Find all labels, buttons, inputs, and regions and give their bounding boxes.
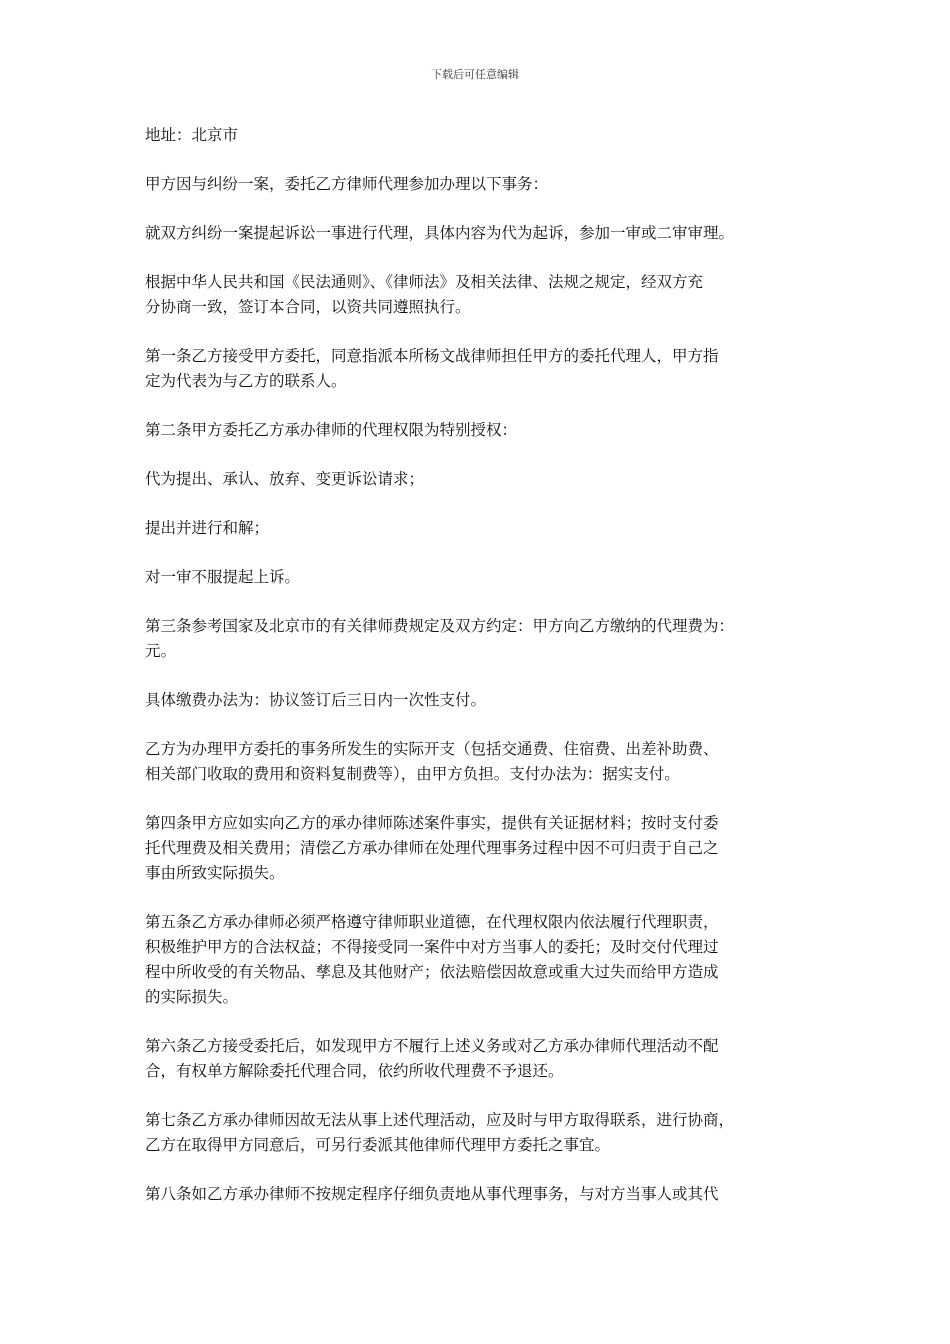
text-line: 元。 <box>145 642 177 660</box>
paragraph-authority-2 <box>145 516 805 541</box>
paragraph-authority-3 <box>145 565 805 590</box>
text-line: 根据中华人民共和国《民法通则》、《律师法》及相关法律、法规之规定，经双方充 <box>145 273 704 291</box>
text-line: 第三条参考国家及北京市的有关律师费规定及双方约定：甲方向乙方缴纳的代理费为： <box>145 617 735 635</box>
paragraph-article-4 <box>145 811 805 886</box>
text-line: 第七条乙方承办律师因故无法从事上述代理活动，应及时与甲方取得联系，进行协商， <box>145 1111 735 1129</box>
text-line: 乙方在取得甲方同意后，可另行委派其他律师代理甲方委托之事宜。 <box>145 1136 611 1154</box>
text-line: 事由所致实际损失。 <box>145 864 285 882</box>
text-line: 第四条甲方应如实向乙方的承办律师陈述案件事实，提供有关证据材料；按时支付委 <box>145 814 719 832</box>
paragraph-payment-method <box>145 688 805 713</box>
paragraph-article-1 <box>145 344 805 394</box>
paragraph-address <box>145 123 805 148</box>
text-line: 第八条如乙方承办律师不按规定程序仔细负责地从事代理事务，与对方当事人或其代 <box>145 1185 719 1203</box>
text-line: 甲方因与纠纷一案，委托乙方律师代理参加办理以下事务： <box>145 175 549 193</box>
text-line: 积极维护甲方的合法权益；不得接受同一案件中对方当事人的委托；及时交付代理过 <box>145 938 719 956</box>
paragraph-article-5 <box>145 910 805 1010</box>
text-line: 就双方纠纷一案提起诉讼一事进行代理，具体内容为代为起诉，参加一审或二审审理。 <box>145 224 735 242</box>
text-line: 代为提出、承认、放弃、变更诉讼请求； <box>145 470 425 488</box>
text-line: 第一条乙方接受甲方委托，同意指派本所杨文战律师担任甲方的委托代理人，甲方指 <box>145 347 719 365</box>
text-line: 提出并进行和解； <box>145 519 270 537</box>
text-line: 第二条甲方委托乙方承办律师的代理权限为特别授权： <box>145 421 518 439</box>
text-line: 具体缴费办法为：协议签订后三日内一次性支付。 <box>145 691 487 709</box>
paragraph-article-3 <box>145 614 805 664</box>
paragraph-article-7 <box>145 1108 805 1158</box>
text-line: 托代理费及相关费用；清偿乙方承办律师在处理代理事务过程中因不可归责于自己之 <box>145 839 719 857</box>
text-line: 定为代表为与乙方的联系人。 <box>145 372 347 390</box>
text-line: 第六条乙方接受委托后，如发现甲方不履行上述义务或对乙方承办律师代理活动不配 <box>145 1037 719 1055</box>
text-line: 的实际损失。 <box>145 988 239 1006</box>
paragraph-authority-1 <box>145 467 805 492</box>
paragraph-legal-basis <box>145 270 805 320</box>
paragraph-article-2 <box>145 418 805 443</box>
paragraph-article-6 <box>145 1034 805 1084</box>
text-line: 程中所收受的有关物品、孳息及其他财产；依法赔偿因故意或重大过失而给甲方造成 <box>145 963 719 981</box>
text-line: 地址：北京市 <box>145 126 239 144</box>
document-body <box>145 123 805 1231</box>
paragraph-expenses <box>145 737 805 787</box>
text-line: 分协商一致，签订本合同，以资共同遵照执行。 <box>145 298 471 316</box>
text-line: 合，有权单方解除委托代理合同，依约所收代理费不予退还。 <box>145 1062 564 1080</box>
paragraph-scope <box>145 221 805 246</box>
text-line: 对一审不服提起上诉。 <box>145 568 301 586</box>
text-line: 乙方为办理甲方委托的事务所发生的实际开支（包括交通费、住宿费、出差补助费、 <box>145 740 719 758</box>
text-line: 相关部门收取的费用和资料复制费等），由甲方负担。支付办法为：据实支付。 <box>145 765 680 783</box>
paragraph-intro <box>145 172 805 197</box>
page-header: 下载后可任意编辑 <box>431 68 519 81</box>
text-line: 第五条乙方承办律师必须严格遵守律师职业道德，在代理权限内依法履行代理职责， <box>145 913 719 931</box>
paragraph-article-8 <box>145 1182 805 1207</box>
